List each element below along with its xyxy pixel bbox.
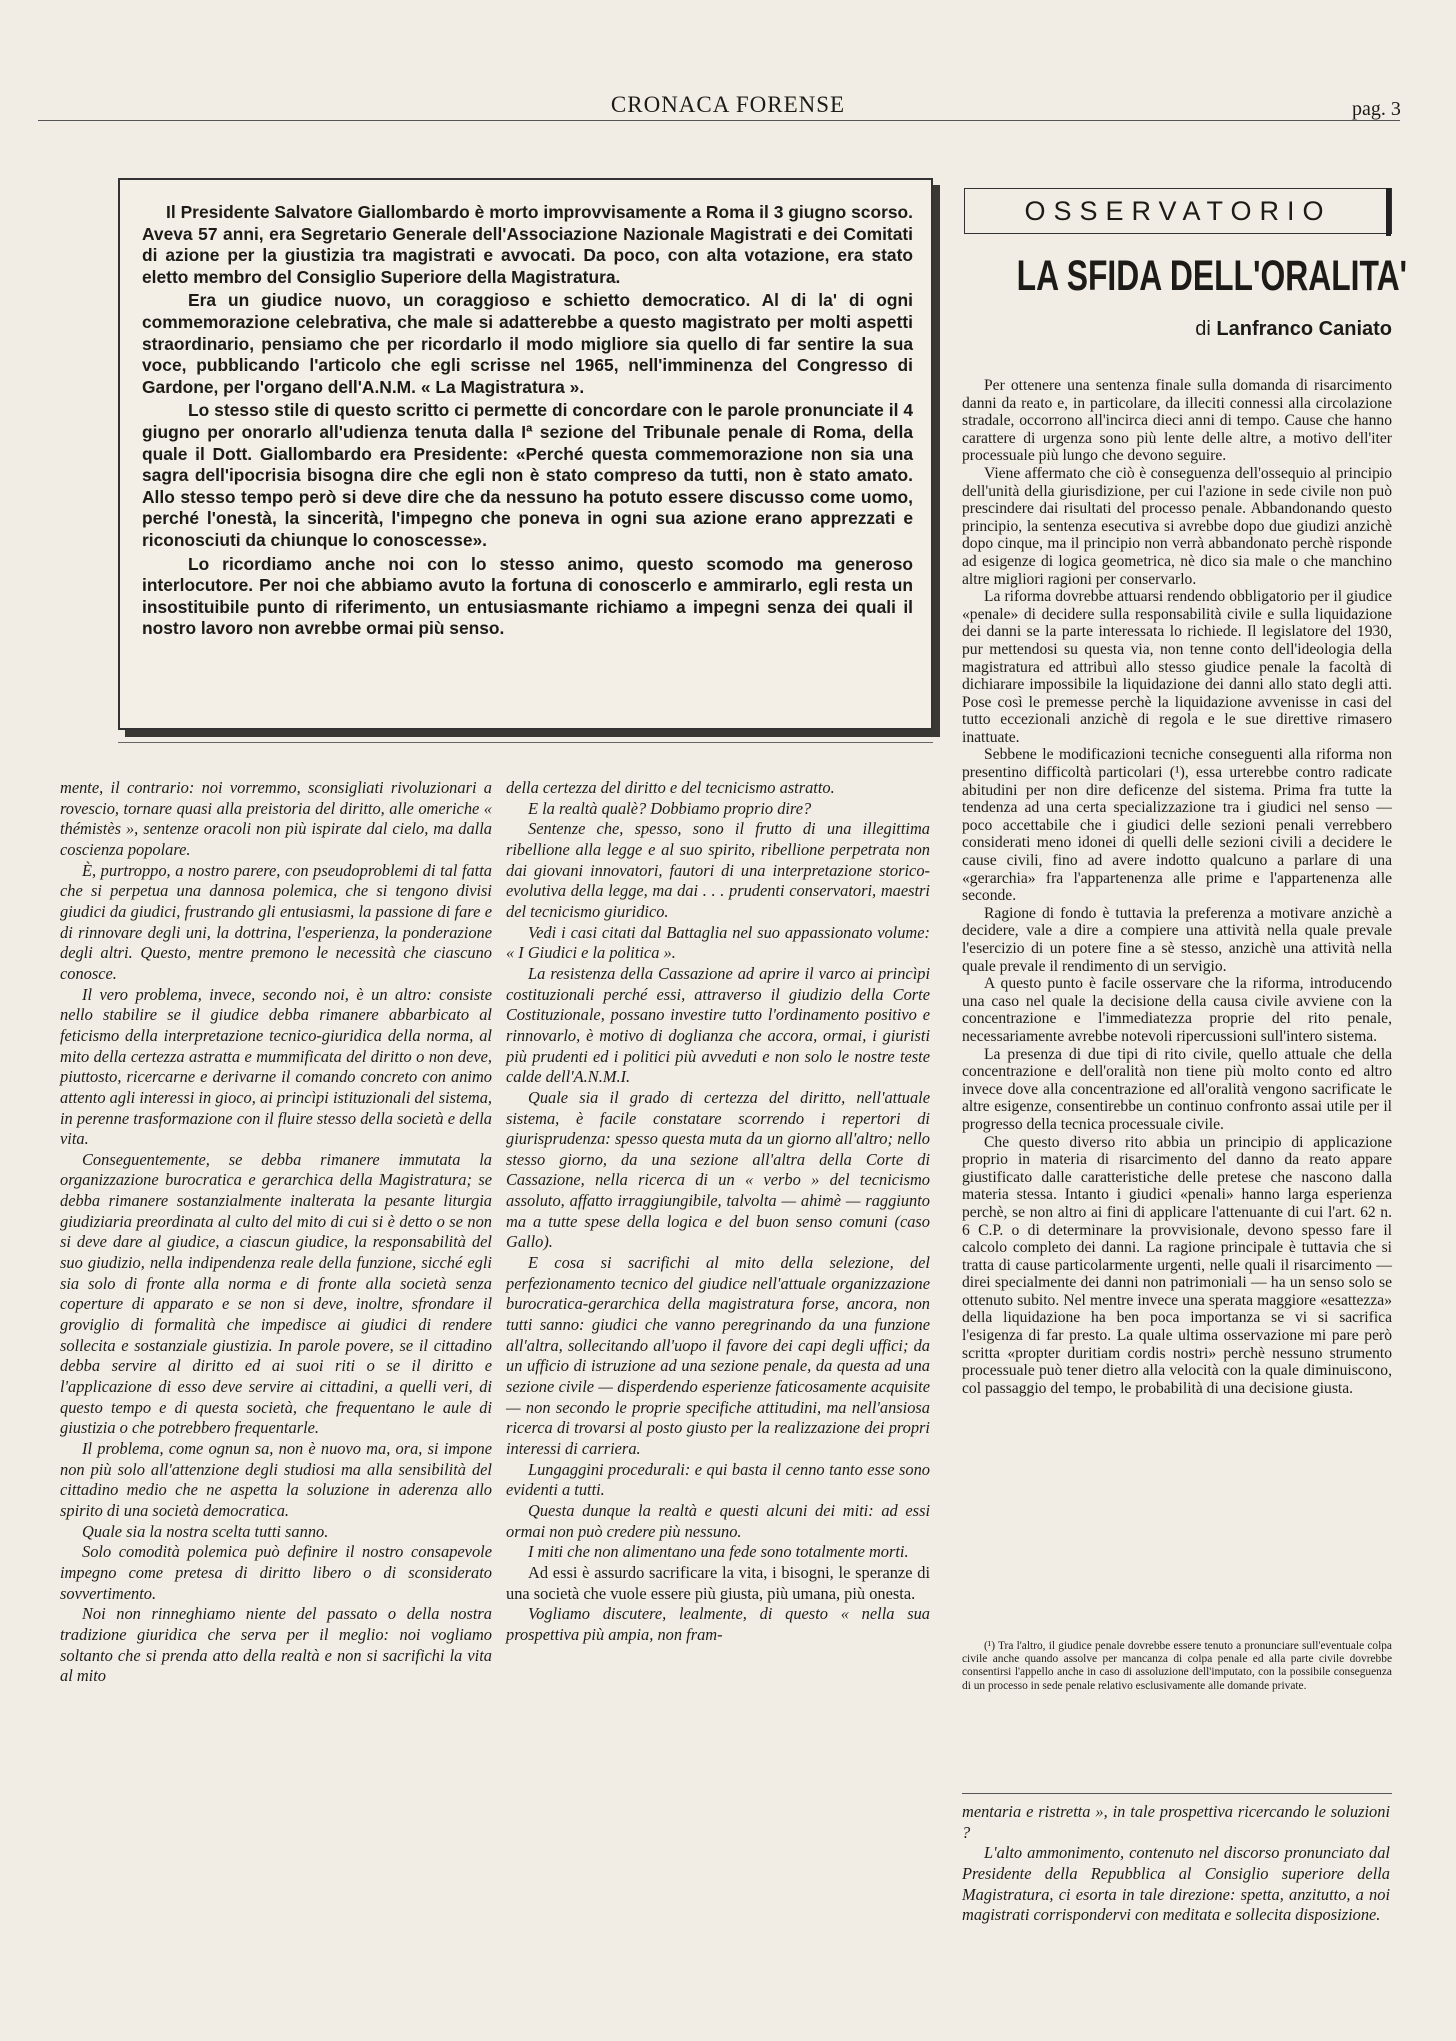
- paragraph: Sebbene le modificazioni tecniche conseguenti alla riforma non presentino difficoltà particolari (¹), essa urterebbe contro radicate abitudini per non dire deficenze del sistema. Prima fra tutte la tendenza ad una certa specializzazione tra i giudici nel senso — poco accettabile che i giudici delle sezioni penali verrebbero considerati meno idonei di quelli delle sezioni civili a decidere le cause civili, fino ad avere indotto qualcuno a parlare di una «gerarchia» fra l'appartenenza alle prime e l'appartenenza alle seconde.: [962, 746, 1392, 905]
- left-column: [60, 778, 492, 1687]
- osservatorio-label: OSSERVATORIO: [964, 188, 1392, 234]
- paragraph: Conseguentemente, se debba rimanere immutata la organizzazione burocratica e gerarchica della Magistratura; se debba rimanere sostanzialmente inalterata la pesante liturgia giudiziaria preordinata al culto del mito di cui si è detto o se non si deve dare al giudice, a ciascun giudice, la responsabilità del suo giudizio, nella indipendenza reale della funzione, sicché egli sia solo di fronte alla norma e di fronte alla società senza coperture di apparato e se non si deve, inoltre, sfrondare il groviglio di formalità che impedisce ai giudici di rendere sollecita e sostanziale giustizia. In parole povere, se il cittadino debba servire al diritto ed ai suoi riti o se il diritto e l'applicazione di esso deve servire ai cittadini, a quelli veri, di questo tempo e di questa società, che frequentano le aule di giustizia o che potrebbero frequentarle.: [60, 1149, 492, 1438]
- publication-title: CRONACA FORENSE: [610, 92, 846, 117]
- paragraph: E la realtà qualè? Dobbiamo proprio dire?: [528, 798, 812, 818]
- paragraph: Quale sia il grado di certezza del diritto, nell'attuale sistema, è facile constatare scorrendo i repertori di giurisprudenza: spesso questa muta da un giorno all'altro; nello stesso giorno, da una sezione all'altra della Corte di Cassazione, nella ricerca di un « verbo » del tecnicismo assoluto, affatto irraggiungibile, talvolta — ahimè — raggiunto ma a tutte spese della logica e del buon senso comuni (caso Gallo).: [506, 1087, 930, 1252]
- paragraph: Solo comodità polemica può definire il nostro consapevole impegno come pretesa di diritto libero o di sconsiderato sovvertimento.: [60, 1542, 492, 1603]
- paragraph: Ad essi è assurdo sacrificare la vita, i bisogni, le speranze di una società che vuole essere più giusta, più umana, più onesta.: [506, 1562, 930, 1603]
- middle-column: [506, 778, 930, 1646]
- paragraph: Ragione di fondo è tuttavia la preferenza a motivare anzichè a decidere, vale a dire a compiere una attività nella quale prevale l'esercizio di un potere fine a sè stesso, anzichè una attività nella quale prevale il rendimento di un servigio.: [962, 904, 1392, 975]
- footnote-text: (¹) Tra l'altro, il giudice penale dovrebbe essere tenuto a pronunciare sull'eventuale colpa civile anche quando assolve per mancanza di colpa penale ed alla parte civile dovrebbe consentirsi l'appello anche in caso di assoluzione dell'imputato, con la possibile conseguenza di un processo in sede penale relativo esclusivamente alle domande private.: [962, 1640, 1392, 1692]
- paragraph: mentaria e ristretta », in tale prospettiva ricercando le soluzioni ?: [962, 1802, 1390, 1842]
- box-paragraph: Il Presidente Salvatore Giallombardo è morto improvvisamente a Roma il 3 giugno scorso. Aveva 57 anni, era Segretario Generale dell'Associazione Nazionale Magistrati e dei Comitati di azione per la giustizia tra magistrati e avvocati. Da poco, con alta votazione, era stato eletto membro del Consiglio Superiore della Magistratura.: [142, 202, 913, 287]
- osservatorio-bar: [1386, 188, 1391, 236]
- paragraph: Quale sia la nostra scelta tutti sanno.: [82, 1521, 329, 1541]
- paragraph: Noi non rinneghiamo niente del passato o della nostra tradizione giuridica che serva per il meglio: noi vogliamo soltanto che si prenda atto della realtà e non si sacrifichi la vita al mito: [60, 1604, 492, 1686]
- box-paragraph: Lo ricordiamo anche noi con lo stesso animo, questo scomodo ma generoso interlocutore. Per noi che abbiamo avuto la fortuna di conoscerlo e ammirarlo, egli resta un insostituibile punto di riferimento, un entusiasmante richiamo a impegni senza dei quali il nostro lavoro non avrebbe ormai più senso.: [142, 553, 913, 639]
- paragraph: Il problema, come ognun sa, non è nuovo ma, ora, si impone non più solo all'attenzione degli studiosi ma alla sensibilità del cittadino medio che ne aspetta la soluzione in aderenza allo spirito di una società democratica.: [60, 1439, 492, 1520]
- paragraph: Vogliamo discutere, lealmente, di questo « nella sua prospettiva più ampia, non fram-: [506, 1604, 930, 1644]
- paragraph: Lungaggini procedurali: e qui basta il cenno tanto esse sono evidenti a tutti.: [506, 1459, 930, 1500]
- paragraph: mente, il contrario: noi vorremmo, sconsigliati rivoluzionari a rovescio, tornare quasi alla preistoria del diritto, alle omeriche « thémistès », sentenze oracoli non più ispirate dal cielo, ma dalla coscienza popolare.: [60, 778, 492, 859]
- paragraph: L'alto ammonimento, contenuto nel discorso pronunciato dal Presidente della Repubblica al Consiglio superiore della Magistratura, ci esorta in tale direzione: spetta, anzitutto, a noi magistrati corrispondervi con meditata e sollecita disposizione.: [962, 1843, 1390, 1925]
- paragraph: I miti che non alimentano una fede sono totalmente morti.: [528, 1542, 909, 1562]
- paragraph: della certezza del diritto e del tecnicismo astratto.: [506, 778, 835, 797]
- byline-prefix: di: [1195, 318, 1211, 340]
- box-bottom-rule: [118, 742, 933, 743]
- byline-author: Lanfranco Caniato: [1216, 318, 1392, 340]
- paragraph: Vedi i casi citati dal Battaglia nel suo appassionato volume: « I Giudici e la politica ».: [506, 922, 930, 963]
- article-byline: [960, 318, 1392, 341]
- paragraph: Viene affermato che ciò è conseguenza dell'ossequio al principio dell'unità della giurisdizione, per cui l'azione in sede civile non può prescindere dai risultati del processo penale. Abbandonando questo principio, la sentenza esecutiva si avrebbe dopo due giudizi anzichè dopo cinque, ma il principio non verrà abbandonato perchè risponde ad esigenze di logica geometrica, nè dico sia male o che manchino altre migliori ragioni per conservarlo.: [962, 464, 1392, 588]
- footnote: [962, 1640, 1392, 1693]
- paragraph: Il vero problema, invece, secondo noi, è un altro: consiste nello stabilire se il giudice debba rimanere abbarbicato al feticismo della interpretazione tecnico-giuridica della norma, al mito della certezza astratta e mummificata del diritto o non deve, piuttosto, ricercarne e derivarne il comando concreto con animo attento agli interessi in gioco, ai princìpi istituzionali del sistema, in perenne trasformazione con il fluire stesso della società e della vita.: [60, 984, 492, 1149]
- paragraph: La resistenza della Cassazione ad aprire il varco ai princìpi costituzionali perché essi, attraverso il giudizio della Corte Costituzionale, possano investire tutto l'ordinamento positivo e rinnovarlo, è motivo di doglianza che accora, ormai, i giuristi più prudenti ed i politici più avveduti e non solo le nostre teste calde dell'A.N.M.I.: [506, 963, 930, 1087]
- paragraph: Per ottenere una sentenza finale sulla domanda di risarcimento danni da reato e, in particolare, da illeciti connessi alla circolazione stradale, occorrono all'incirca dieci anni di tempo. Cause che hanno carattere di urgenza sono più lente delle altre, a motivo dell'iter processuale più lungo che devono seguire.: [962, 377, 1392, 465]
- page-number: pag. 3: [1352, 98, 1401, 120]
- header-rule: [38, 120, 1400, 121]
- box-paragraph: Lo stesso stile di questo scritto ci permette di concordare con le parole pronunciate il 4 giugno per onorarlo all'udienza tenuta dalla Iª sezione del Tribunale penale di Roma, della quale il Dott. Giallombardo era Presidente: «Perché questa commemorazione non sia una sagra dell'ipocrisia bisogna dire che egli non è stato compreso da tutti, non è stato amato. Allo stesso tempo però si deve dire che da nessuno ha potuto essere discusso come uomo, perché l'onestà, la sincerità, l'impegno che poneva in ogni sua azione erano apprezzati e riconosciuti da chiunque lo conoscesse».: [142, 400, 913, 550]
- paragraph: A questo punto è facile osservare che la riforma, introducendo una caso nel quale la decisione della causa civile avviene con la concentrazione e l'immediatezza proprie del rito penale, necessariamente avrebbe notevoli ripercussioni sull'intero sistema.: [962, 975, 1392, 1045]
- paragraph: La riforma dovrebbe attuarsi rendendo obbligatorio per il giudice «penale» di decidere sulla responsabilità civile e sulla liquidazione dei danni se la parte interessata lo richiede. Il legislatore del 1930, pur mettendosi su questa via, non tenne conto dell'ideologia della magistratura ed attribuì allo stesso giudice penale la facoltà di dichiarare impossibile la liquidazione dei danni allo stato degli atti. Pose così le premesse perchè la liquidazione avvenisse in casi del tutto eccezionali anzichè di regola e le sue direttive rimasero inattuate.: [962, 588, 1392, 746]
- article-headline: LA SFIDA DELL'ORALITA': [1016, 252, 1408, 300]
- paragraph: Che questo diverso rito abbia un principio di applicazione proprio in materia di risarcimento del danno da reato appare giustificato dalle caratteristiche delle pretese che nascono dalla materia stessa. Intanto i giudici «penali» hanno larga esperienza perchè, se non altro ai fini di applicare l'attenuante di cui l'art. 62 n. 6 C.P. o di determinare la provvisionale, devono spesso fare il calcolo completo dei danni. La ragione principale è tuttavia che si tratta di cause particolarmente urgenti, nelle quali il risarcimento — direi specialmente dei danni non patrimoniali — ha un senso solo se ottenuto subito. Nel mentre invece una sperata maggiore «esattezza» della liquidazione ha ben poca importanza se vi si sacrifica l'esigenza di far presto. La quale ultima osservazione mi pare però scritta «propter duritiam cordis nostri» perchè nessuno strumento processuale può tener dietro alla velocità con la quale diminuiscono, col passaggio del tempo, le probabilità di una decisione giusta.: [962, 1133, 1392, 1397]
- paragraph: Sentenze che, spesso, sono il frutto di una illegittima ribellione alla legge e al suo spirito, ribellione perpetrata non dai giovani innovatori, fautori di una interpretazione storico-evolutiva della legge, ma dai . . . prudenti conservatori, maestri del tecnicismo giuridico.: [506, 819, 930, 921]
- paragraph: Questa dunque la realtà e questi alcuni dei miti: ad essi ormai non può credere più nessuno.: [506, 1500, 930, 1541]
- paragraph: La presenza di due tipi di rito civile, quello attuale che della concentrazione e dell'oralità non tiene più molto conto ed altro invece dove alla concentrazione ed all'oralità vengono sacrificate le altre esigenze, consentirebbe un continuo confronto assai utile per il progresso della tecnica processuale civile.: [962, 1045, 1392, 1133]
- box-paragraph: Era un giudice nuovo, un coraggioso e schietto democratico. Al di la' di ogni commemorazione celebrativa, che male si adatterebbe a questo magistrato per molti aspetti straordinario, pensiamo che per ricordarlo il modo migliore sia quello di far sentire la sua voce, pubblicando l'articolo che egli scrisse nel 1965, nell'imminenza del Congresso di Gardone, per l'organo dell'A.N.M. « La Magistratura ».: [142, 290, 913, 397]
- paragraph: E cosa si sacrifichi al mito della selezione, del perfezionamento tecnico del giudice nell'attuale organizzazione burocratica-gerarchica della magistratura forse, ancora, non tutti sanno: giudici che vanno peregrinando da una funzione all'altra, sollecitando all'uopo il favore dei capi degli uffici; da un ufficio di istruzione ad una sezione penale, da questa ad una sezione civile — disperdendo esperienze faticosamente acquisite — non secondo le proprie specifiche attitudini, ma nell'ansiosa ricerca di trovarsi al posto giusto per la realizzazione dei propri interessi di carriera.: [506, 1253, 930, 1458]
- commemoration-box: [118, 178, 933, 730]
- paragraph: È, purtroppo, a nostro parere, con pseudoproblemi di tal fatta che si perpetua una dannosa polemica, che si tengono divisi giudici da giudici, frustrando gli entusiasmi, la passione di fare e di rinnovare degli uni, la dottrina, l'esperienza, la ponderazione degli altri. Questo, mentre premono le necessità che ciascuno conosce.: [60, 860, 492, 983]
- right-column: [962, 377, 1392, 1397]
- footnote-rule: [962, 1793, 1392, 1794]
- right-bottom-column: [962, 1802, 1390, 1926]
